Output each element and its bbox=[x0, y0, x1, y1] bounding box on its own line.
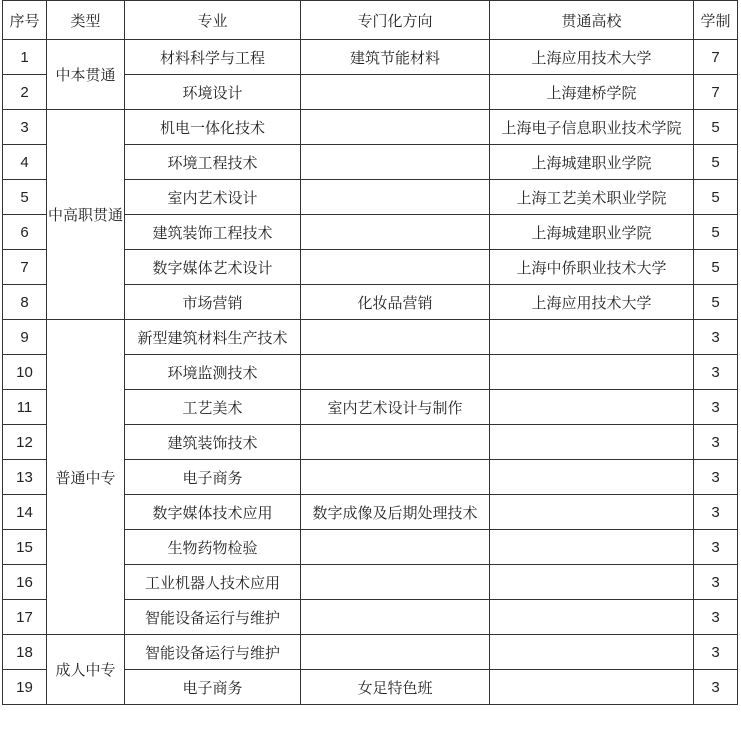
category-cell: 中高职贯通 bbox=[47, 110, 125, 320]
row-duration: 5 bbox=[694, 110, 738, 145]
row-duration: 3 bbox=[694, 495, 738, 530]
row-partner: 上海建桥学院 bbox=[490, 75, 694, 110]
row-partner: 上海应用技术大学 bbox=[490, 40, 694, 75]
row-major: 建筑装饰工程技术 bbox=[125, 215, 301, 250]
row-partner bbox=[490, 425, 694, 460]
row-partner bbox=[490, 635, 694, 670]
row-direction: 数字成像及后期处理技术 bbox=[301, 495, 490, 530]
row-partner: 上海中侨职业技术大学 bbox=[490, 250, 694, 285]
category-cell: 中本贯通 bbox=[47, 40, 125, 110]
row-seq: 10 bbox=[3, 355, 47, 390]
row-seq: 2 bbox=[3, 75, 47, 110]
row-major: 环境工程技术 bbox=[125, 145, 301, 180]
row-duration: 3 bbox=[694, 355, 738, 390]
row-duration: 3 bbox=[694, 565, 738, 600]
majors-table bbox=[2, 0, 738, 705]
row-direction bbox=[301, 635, 490, 670]
table-row bbox=[3, 40, 738, 75]
row-duration: 7 bbox=[694, 75, 738, 110]
row-seq: 16 bbox=[3, 565, 47, 600]
row-seq: 4 bbox=[3, 145, 47, 180]
category-cell: 成人中专 bbox=[47, 635, 125, 705]
row-duration: 3 bbox=[694, 460, 738, 495]
row-direction bbox=[301, 250, 490, 285]
row-seq: 11 bbox=[3, 390, 47, 425]
row-major: 生物药物检验 bbox=[125, 530, 301, 565]
row-partner bbox=[490, 390, 694, 425]
row-partner: 上海工艺美术职业学院 bbox=[490, 180, 694, 215]
category-cell: 普通中专 bbox=[47, 320, 125, 635]
row-direction: 女足特色班 bbox=[301, 670, 490, 705]
row-duration: 3 bbox=[694, 530, 738, 565]
table-row bbox=[3, 635, 738, 670]
header-category: 类型 bbox=[47, 1, 125, 40]
row-duration: 3 bbox=[694, 670, 738, 705]
row-major: 数字媒体技术应用 bbox=[125, 495, 301, 530]
row-seq: 8 bbox=[3, 285, 47, 320]
row-seq: 18 bbox=[3, 635, 47, 670]
row-duration: 7 bbox=[694, 40, 738, 75]
header-direction: 专门化方向 bbox=[301, 1, 490, 40]
row-major: 环境监测技术 bbox=[125, 355, 301, 390]
row-duration: 5 bbox=[694, 180, 738, 215]
row-seq: 14 bbox=[3, 495, 47, 530]
row-direction bbox=[301, 145, 490, 180]
row-duration: 3 bbox=[694, 390, 738, 425]
row-partner bbox=[490, 320, 694, 355]
row-direction: 建筑节能材料 bbox=[301, 40, 490, 75]
row-partner bbox=[490, 355, 694, 390]
row-major: 电子商务 bbox=[125, 460, 301, 495]
row-direction bbox=[301, 600, 490, 635]
row-partner bbox=[490, 600, 694, 635]
row-major: 室内艺术设计 bbox=[125, 180, 301, 215]
row-major: 工艺美术 bbox=[125, 390, 301, 425]
row-major: 机电一体化技术 bbox=[125, 110, 301, 145]
row-major: 市场营销 bbox=[125, 285, 301, 320]
header-partner: 贯通高校 bbox=[490, 1, 694, 40]
row-major: 数字媒体艺术设计 bbox=[125, 250, 301, 285]
row-direction bbox=[301, 425, 490, 460]
row-duration: 5 bbox=[694, 285, 738, 320]
row-major: 环境设计 bbox=[125, 75, 301, 110]
row-direction bbox=[301, 215, 490, 250]
row-direction bbox=[301, 110, 490, 145]
row-major: 工业机器人技术应用 bbox=[125, 565, 301, 600]
row-partner bbox=[490, 565, 694, 600]
row-partner bbox=[490, 460, 694, 495]
row-partner: 上海城建职业学院 bbox=[490, 215, 694, 250]
row-seq: 3 bbox=[3, 110, 47, 145]
row-partner bbox=[490, 495, 694, 530]
row-major: 材料科学与工程 bbox=[125, 40, 301, 75]
header-duration: 学制 bbox=[694, 1, 738, 40]
header-major: 专业 bbox=[125, 1, 301, 40]
row-partner: 上海电子信息职业技术学院 bbox=[490, 110, 694, 145]
row-partner: 上海城建职业学院 bbox=[490, 145, 694, 180]
row-major: 电子商务 bbox=[125, 670, 301, 705]
row-major: 智能设备运行与维护 bbox=[125, 600, 301, 635]
row-seq: 12 bbox=[3, 425, 47, 460]
row-partner: 上海应用技术大学 bbox=[490, 285, 694, 320]
row-direction bbox=[301, 355, 490, 390]
row-seq: 7 bbox=[3, 250, 47, 285]
row-seq: 5 bbox=[3, 180, 47, 215]
row-direction: 室内艺术设计与制作 bbox=[301, 390, 490, 425]
row-duration: 5 bbox=[694, 250, 738, 285]
row-seq: 15 bbox=[3, 530, 47, 565]
row-duration: 5 bbox=[694, 215, 738, 250]
header-seq: 序号 bbox=[3, 1, 47, 40]
table-row bbox=[3, 320, 738, 355]
header-row bbox=[3, 1, 738, 40]
row-duration: 5 bbox=[694, 145, 738, 180]
row-duration: 3 bbox=[694, 635, 738, 670]
row-seq: 1 bbox=[3, 40, 47, 75]
row-direction: 化妆品营销 bbox=[301, 285, 490, 320]
row-seq: 6 bbox=[3, 215, 47, 250]
row-partner bbox=[490, 530, 694, 565]
row-duration: 3 bbox=[694, 320, 738, 355]
row-seq: 17 bbox=[3, 600, 47, 635]
row-duration: 3 bbox=[694, 600, 738, 635]
row-duration: 3 bbox=[694, 425, 738, 460]
row-partner bbox=[490, 670, 694, 705]
row-seq: 9 bbox=[3, 320, 47, 355]
row-seq: 19 bbox=[3, 670, 47, 705]
row-direction bbox=[301, 180, 490, 215]
row-direction bbox=[301, 460, 490, 495]
row-major: 智能设备运行与维护 bbox=[125, 635, 301, 670]
row-direction bbox=[301, 75, 490, 110]
row-seq: 13 bbox=[3, 460, 47, 495]
table-row bbox=[3, 110, 738, 145]
row-direction bbox=[301, 320, 490, 355]
row-direction bbox=[301, 565, 490, 600]
row-major: 新型建筑材料生产技术 bbox=[125, 320, 301, 355]
row-direction bbox=[301, 530, 490, 565]
row-major: 建筑装饰技术 bbox=[125, 425, 301, 460]
